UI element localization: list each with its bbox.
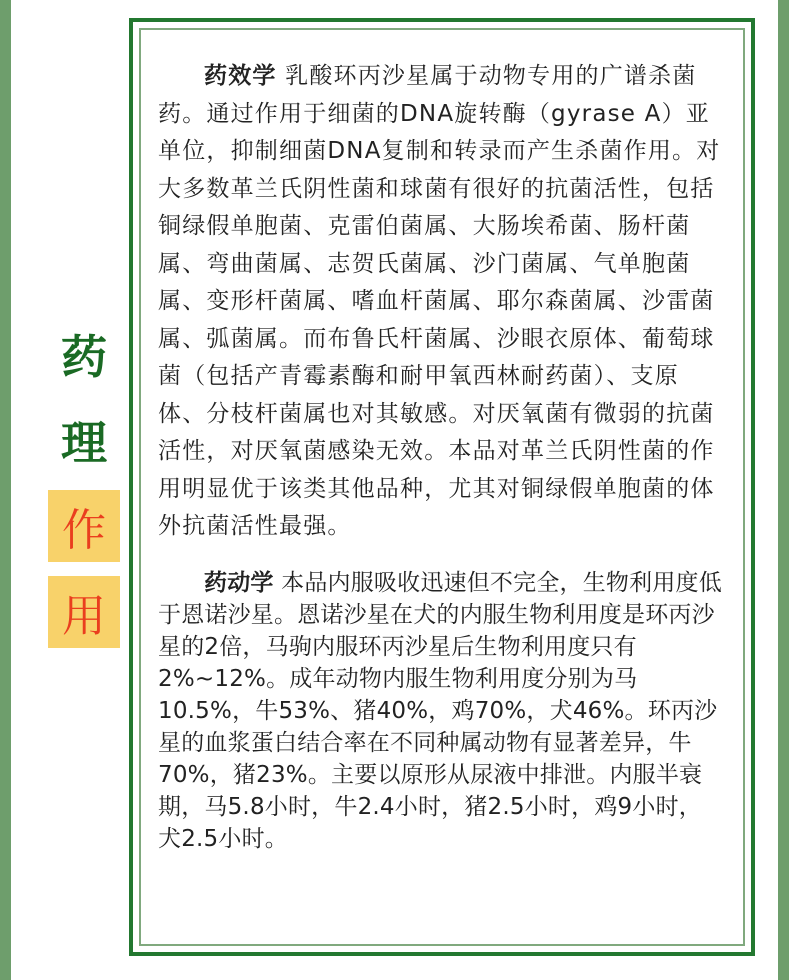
side-title-char-highlight: 用 [48,576,120,648]
pharmacodynamics-paragraph [158,58,724,546]
side-title [48,318,120,662]
pharmacodynamics-heading: 药效学 [204,63,277,89]
pharmacodynamics-text: 乳酸环丙沙星属于动物专用的广谱杀菌药。通过作用于细菌的DNA旋转酶（gyrase A）亚单位，抑制细菌DNA复制和转录而产生杀菌作用。对大多数革兰氏阴性菌和球菌有很好的抗菌活性，包括铜绿假单胞菌、克雷伯菌属、大肠埃希菌、肠杆菌属、弯曲菌属、志贺氏菌属、沙门菌属、气单胞菌属、变形杆菌属、嗜血杆菌属、耶尔森菌属、沙雷菌属、弧菌属。而布鲁氏杆菌属、沙眼衣原体、葡萄球菌（包括产青霉素酶和耐甲氧西林耐药菌）、支原体、分枝杆菌属也对其敏感。对厌氧菌有微弱的抗菌活性，对厌氧菌感染无效。本品对革兰氏阴性菌的作用明显优于该类其他品种，尤其对铜绿假单胞菌的体外抗菌活性最强。 [158,63,721,539]
pharmacokinetics-paragraph [158,567,724,855]
side-title-char: 药 [61,330,107,384]
left-border-strip [0,0,11,980]
content-body [158,58,724,855]
pharmacokinetics-text: 本品内服吸收迅速但不完全，生物利用度低于恩诺沙星。恩诺沙星在犬的内服生物利用度是环丙沙星的2倍，马驹内服环丙沙星后生物利用度只有2%~12%。成年动物内服生物利用度分别为马10.5%，牛53%、猪40%，鸡70%，犬46%。环丙沙星的血浆蛋白结合率在不同种属动物有显著差异，牛70%，猪23%。主要以原形从尿液中排泄。内服半衰期，马5.8小时，牛2.4小时，猪2.5小时，鸡9小时，犬2.5小时。 [158,569,722,852]
right-border-strip [778,0,789,980]
side-title-char: 理 [61,416,107,470]
pharmacokinetics-heading: 药动学 [204,569,274,596]
side-title-char-highlight: 作 [48,490,120,562]
